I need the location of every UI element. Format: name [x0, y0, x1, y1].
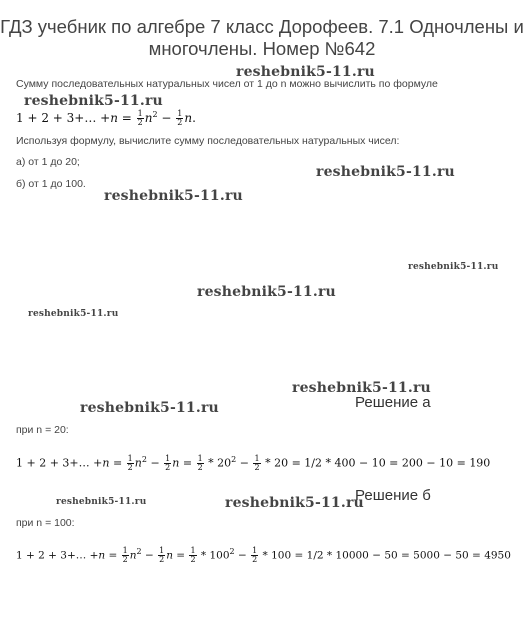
solution-a-condition: при n = 20: [16, 424, 69, 436]
watermark: reshebnik5-11.ru [80, 400, 219, 416]
watermark: reshebnik5-11.ru [225, 495, 364, 511]
solution-b-result: = 1/2 * 10000 − 50 = 5000 − 50 = 4950 [294, 549, 511, 562]
watermark: reshebnik5-11.ru [316, 164, 455, 180]
watermark: reshebnik5-11.ru [28, 309, 119, 319]
task-intro: Сумму последовательных натуральных чисел от 1 до n можно вычислить по формуле [16, 78, 438, 90]
watermark: reshebnik5-11.ru [104, 188, 243, 204]
watermark: reshebnik5-11.ru [236, 64, 375, 80]
solution-a-heading: Решение а [355, 394, 431, 411]
solution-b-calculation: 1 + 2 + 3+… +n = $\frac{1}{2}$ $n^2$ − $\frac{1}{2}$ n = $\frac{1}{2}$ * $100^2$ − $\frac{1}{2}$ * 100 = 1/2 * 10000 − 50 = 5000 − 50 = 4950 [16, 546, 511, 564]
solution-b-heading: Решение б [355, 487, 431, 504]
watermark: reshebnik5-11.ru [197, 284, 336, 300]
watermark: reshebnik5-11.ru [408, 262, 499, 272]
solution-a-calculation: 1 + 2 + 3+… +n = $\frac{1}{2}$ $n^2$ − $\frac{1}{2}$ n = $\frac{1}{2}$ * $20^2$ − $\frac{1}{2}$ * 20 = 1/2 * 400 − 10 = 200 − 10 = 190 [16, 454, 491, 473]
watermark: reshebnik5-11.ru [292, 380, 431, 396]
solution-a-result: = 1/2 * 400 − 10 = 200 − 10 = 190 [291, 456, 491, 470]
watermark: reshebnik5-11.ru [56, 497, 147, 507]
sum-formula: 1 + 2 + 3+… +n = $\frac{1}{2}$ $n^2$ − $\frac{1}{2}$ n. [16, 109, 196, 127]
task-instruction: Используя формулу, вычислите сумму последовательных натуральных чисел: [16, 135, 400, 147]
watermark: reshebnik5-11.ru [24, 93, 163, 109]
solution-b-condition: при n = 100: [16, 517, 75, 529]
task-a: а) от 1 до 20; [16, 156, 80, 168]
task-b: б) от 1 до 100. [16, 178, 86, 190]
page-title: ГДЗ учебник по алгебре 7 класс Дорофеев. 7.1 Одночлены и многочлены. Номер №642 [0, 16, 524, 59]
